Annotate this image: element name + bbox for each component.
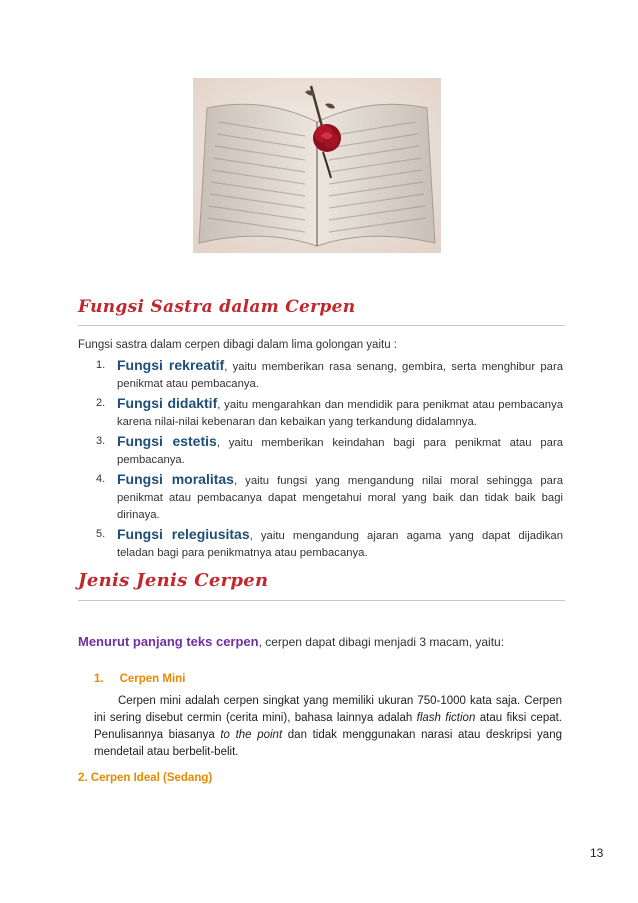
fungsi-term: Fungsi estetis: [117, 433, 217, 449]
fungsi-term: Fungsi moralitas: [117, 471, 234, 487]
fungsi-desc: , yaitu memberikan rasa senang, gembira, serta menghibur para penikmat atau pembacanya.: [117, 361, 564, 390]
section-divider: [78, 600, 565, 601]
fungsi-desc: , yaitu mengarahkan dan mendidik para penikmat atau pembacanya karena nilai-nilai kebenaran dan kebaikan yang terkandung didalamnya.: [117, 399, 563, 428]
section-divider: [78, 325, 565, 326]
list-item: 4. Fungsi moralitas, yaitu fungsi yang mengandung nilai moral sehingga para penikmat atau pembacanya dapat mengetahui moral yang baik dan tidak baik bagi dirinaya.: [96, 471, 563, 521]
open-book-rose-photo: [193, 78, 441, 253]
page-number: 13: [590, 846, 604, 860]
jenis-intro-lead: Menurut panjang teks cerpen: [78, 634, 259, 649]
list-item: 3. Fungsi estetis, yaitu memberikan keindahan bagi para penikmat atau para pembacanya.: [96, 433, 563, 466]
fungsi-desc: , yaitu fungsi yang mengandung nilai moral sehingga para penikmat atau pembacanya dapat mengetahui moral yang baik dan tidak baik bagi dirinaya.: [117, 475, 563, 521]
section-title-jenis: Jenis Jenis Cerpen: [78, 570, 269, 591]
fungsi-intro: Fungsi sastra dalam cerpen dibagi dalam lima golongan yaitu :: [78, 339, 397, 351]
list-item: 1. Fungsi rekreatif, yaitu memberikan rasa senang, gembira, serta menghibur para penikmat atau pembacanya.: [96, 357, 564, 390]
fungsi-desc: , yaitu memberikan keindahan bagi para penikmat atau para pembacanya.: [117, 437, 563, 466]
jenis-intro: [78, 634, 504, 649]
fungsi-desc: , yaitu mengandung ajaran agama yang dapat dijadikan teladan bagi para penikmatnya atau pembacanya.: [117, 530, 563, 559]
fungsi-term: Fungsi relegiusitas: [117, 526, 250, 542]
subheading-cerpen-mini: 1. Cerpen Mini: [94, 673, 186, 685]
section-title-fungsi: Fungsi Sastra dalam Cerpen: [78, 297, 356, 317]
jenis-intro-rest: , cerpen dapat dibagi menjadi 3 macam, yaitu:: [258, 635, 505, 649]
fungsi-term: Fungsi didaktif: [117, 395, 218, 411]
cerpen-mini-paragraph: Cerpen mini adalah cerpen singkat yang memiliki ukuran 750-1000 kata saja. Cerpen ini sering disebut cermin (cerita mini), bahasa lainnya adalah flash fiction atau fiksi cepat. Penulisannya biasanya to the point dan tidak menggunakan narasi atau deskripsi yang mendetail atau berbelit-belit.: [94, 695, 563, 758]
list-item: 5. Fungsi relegiusitas, yaitu mengandung ajaran agama yang dapat dijadikan teladan bagi para penikmatnya atau pembacanya.: [96, 526, 563, 559]
fungsi-term: Fungsi rekreatif: [117, 357, 225, 373]
subheading-cerpen-ideal: 2. Cerpen Ideal (Sedang): [78, 772, 213, 784]
fungsi-list: [78, 357, 563, 564]
list-item: 2. Fungsi didaktif, yaitu mengarahkan dan mendidik para penikmat atau pembacanya karena nilai-nilai kebenaran dan kebaikan yang terkandung didalamnya.: [96, 395, 563, 428]
